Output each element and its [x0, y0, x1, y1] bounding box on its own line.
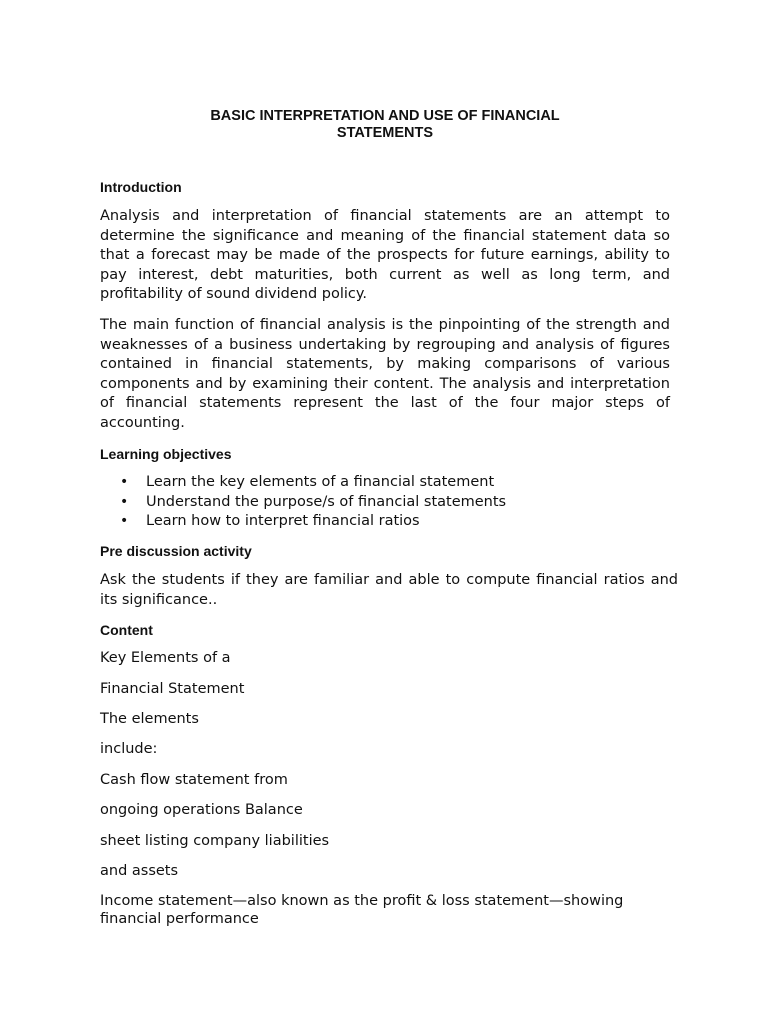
introduction-paragraph-1: Analysis and interpretation of financial statements are an attempt to determine the significance and meaning of the financial statement data so that a forecast may be made of the prospects for future earnings, ability to pay interest, debt maturities, both current as well as long term, and profitability of sound dividend policy.	[100, 208, 670, 303]
pre-discussion-paragraph: Ask the students if they are familiar and able to compute financial ratios and its significance..	[100, 572, 678, 608]
learning-objective-text: Learn how to interpret financial ratios	[146, 513, 420, 529]
document-title	[100, 108, 670, 142]
content-line: Financial Statement	[100, 681, 245, 697]
learning-objectives-heading: Learning objectives	[100, 446, 232, 462]
bullet-icon: •	[120, 474, 129, 490]
pre-discussion-heading: Pre discussion activity	[100, 543, 252, 559]
list-item	[100, 473, 660, 493]
content-line: sheet listing company liabilities	[100, 833, 330, 849]
document-title-line-2: STATEMENTS	[336, 125, 434, 141]
content-line: and assets	[100, 863, 179, 879]
content-line: Key Elements of a	[100, 650, 231, 666]
introduction-heading: Introduction	[100, 179, 182, 195]
learning-objectives-list	[100, 473, 660, 532]
bullet-icon: •	[120, 493, 129, 510]
list-item	[100, 493, 660, 513]
content-line: ongoing operations Balance	[100, 802, 303, 818]
learning-objective-text: Learn the key elements of a financial statement	[146, 474, 495, 490]
content-final-paragraph: Income statement—also known as the profit & loss statement—showing financial performance	[100, 893, 624, 927]
content-heading: Content	[100, 622, 153, 638]
content-line: Cash flow statement from	[100, 772, 288, 788]
learning-objective-text: Understand the purpose/s of financial statements	[146, 493, 507, 510]
content-line: The elements	[100, 711, 199, 727]
introduction-paragraph-2: The main function of financial analysis is the pinpointing of the strength and weaknesses of a business undertaking by regrouping and analysis of figures contained in financial statements, by making comparisons of various components and by examining their content. The analysis and interpretation of financial statements represent the last of the four major steps of accounting.	[100, 317, 670, 431]
bullet-icon: •	[120, 513, 129, 529]
list-item	[100, 512, 660, 532]
content-line: include:	[100, 741, 158, 757]
document-title-line-1: BASIC INTERPRETATION AND USE OF FINANCIAL	[210, 108, 560, 124]
